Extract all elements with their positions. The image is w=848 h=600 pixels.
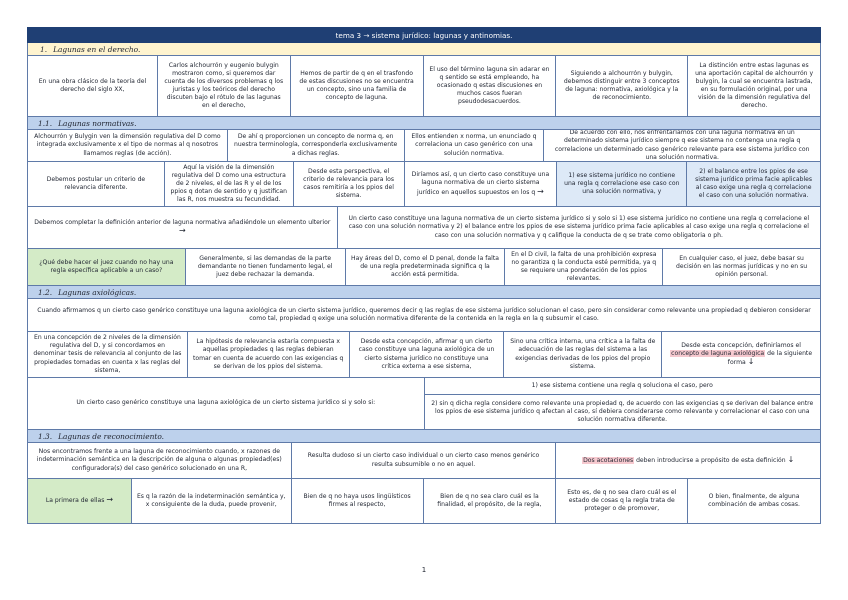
- table-cell: Un cierto caso genérico constituye una laguna axiológica de un cierto sistema jurídico si y solo si:: [28, 378, 425, 430]
- normativas-row-2: [27, 162, 821, 207]
- table-cell-text: [410, 171, 552, 196]
- axiologicas-row-1: [27, 299, 821, 332]
- table-cell-text: [582, 456, 794, 465]
- table-cell: O bien, finalmente, de alguna combinación de ambas cosas.: [688, 479, 821, 524]
- table-cell-text: [33, 219, 332, 236]
- table-cell: Desde esta concepción, afirmar q un cierto caso constituye una laguna axiológica de un cierto sistema jurídico no constituye una crítica externa a ese sistema,: [350, 332, 505, 378]
- table-cell-text: [46, 496, 113, 505]
- table-cell: Esto es, de q no sea claro cuál es el estado de cosas q la regla trata de proteger o de promover,: [556, 479, 688, 524]
- reconocimiento-row-1: [27, 443, 821, 479]
- section-title: Lagunas de reconocimiento.: [58, 431, 165, 441]
- section-heading-1-3: [27, 430, 821, 443]
- section-number: 1.3.: [38, 431, 53, 441]
- normativas-row-3: [27, 207, 821, 249]
- table-cell: Ellos entienden x norma, un enunciado q correlaciona un caso genérico con una solución normativa.: [405, 130, 545, 162]
- normativas-row-4: [27, 249, 821, 286]
- intro-cell: El uso del término laguna sin adarar en q sentido se está empleando, ha ocasionado q estas discusiones en muchos casos fueran pseudodesacuerdos.: [424, 56, 557, 117]
- table-cell-stack: [425, 378, 822, 430]
- section-heading-1-2: [27, 286, 821, 299]
- table-cell: Desde esta perspectiva, el criterio de relevancia para los casos remitiría a los ppios del sistema.: [294, 162, 405, 207]
- intro-cell: En una obra clásico de la teoría del derecho del siglo XX,: [28, 56, 158, 117]
- highlighted-term: Dos acotaciones: [583, 456, 634, 464]
- intro-cell: La distinción entre estas lagunas es una aportación capital de alchourrón y bulygin, la cual se encuentra lastrada, en su formulación original, por una visión de la dimensión regulativa del derecho.: [688, 56, 821, 117]
- arrow-right-icon: →: [178, 226, 186, 235]
- section-title: Lagunas axiológicas.: [58, 287, 137, 297]
- page-title: tema 3 → sistema jurídico: lagunas y antinomias.: [27, 27, 821, 43]
- table-cell: Sino una crítica interna, una crítica a la falta de adecuación de las reglas del sistema a las exigencias derivadas de los ppios del propio sistema.: [504, 332, 662, 378]
- section-number: 1.2.: [38, 287, 53, 297]
- table-cell-highlighted: 1) ese sistema jurídico no contiene una regla q correlacione ese caso con una solución normativa, y: [557, 162, 687, 207]
- cell-text: de la siguiente forma: [727, 349, 813, 367]
- table-cell: Un cierto caso constituye una laguna normativa de un cierto sistema jurídico si y solo si 1) ese sistema jurídico no contiene una regla q correlacione el caso con una solución normativa y 2) el balance entre los ppios de ese sistema jurídico prima facie aplicables al caso exige una regla q correlacione el caso con una solución normativa y q califique la conducta de q se trate como obligatoria o ph.: [338, 207, 821, 249]
- table-cell: Alchourrón y Bulygin ven la dimensión regulativa del D como integrada exclusivamente x el tipo de normas al q nosotros llamamos reglas (de acción).: [28, 130, 228, 162]
- axiologicas-row-3: [27, 378, 821, 430]
- table-cell: Debemos postular un criterio de relevancia diferente.: [28, 162, 165, 207]
- table-cell: De acuerdo con ello, nos enfrentaríamos con una laguna normativa en un determinado sistema jurídico siempre q ese sistema no contenga una regla q correlacione un determinado caso genérico relevante para ese sistema jurídico con una solución normativa.: [544, 130, 821, 162]
- section-number: 1.1.: [38, 118, 53, 128]
- table-cell: En una concepción de 2 niveles de la dimensión regulativa del D, y si concordamos en denominar tesis de relevancia al conjunto de las propiedades tomadas en cuenta x las reglas del sistema,: [28, 332, 188, 378]
- highlighted-term: concepto de laguna axiológica: [671, 349, 765, 357]
- cell-text: Desde esta concepción, definiríamos el: [681, 341, 801, 349]
- table-cell: De ahí q proporcionen un concepto de norma q, en nuestra terminología, corresponderla exclusivamente a dichas reglas.: [228, 130, 405, 162]
- table-cell: Aquí la visión de la dimensión regulativa del D como una estructura de 2 niveles, el de las R y el de los ppios q dotan de sentido y q justifican las R, nos muestra su fecundidad.: [165, 162, 294, 207]
- table-cell: 1) ese sistema contiene una regla q soluciona el caso, pero: [425, 378, 822, 395]
- table-cell: Cuando afirmamos q un cierto caso genérico constituye una laguna axiológica de un cierto sistema jurídico, queremos decir q las reglas de ese sistema jurídico solucionan el caso, pero sin considerar como relevante una propiedad q debieron considerar como tal, propiedad q exige una solución normativa diferente de la contenida en la regla en la q subsumir el caso.: [28, 299, 821, 332]
- table-cell: [405, 162, 558, 207]
- question-cell: ¿Qué debe hacer el juez cuando no hay una regla específica aplicable a un caso?: [28, 249, 186, 286]
- table-cell-highlighted: [28, 479, 132, 524]
- section-heading-1: [27, 43, 821, 56]
- table-cell: [556, 443, 821, 479]
- table-cell: Generalmente, si las demandas de la parte demandante no tienen fundamento legal, el juez debe rechazar la demanda.: [186, 249, 346, 286]
- normativas-row-1: [27, 130, 821, 162]
- table-cell: Bien de q no haya usos lingüísticos firmes al respecto,: [292, 479, 424, 524]
- table-cell: Es q la razón de la indeterminación semántica y, x consiguiente de la duda, puede provenir,: [132, 479, 292, 524]
- section-number: 1.: [40, 44, 48, 54]
- table-cell: [662, 332, 821, 378]
- cell-text: La primera de ellas: [45, 497, 105, 505]
- arrow-down-icon: ↓: [787, 454, 795, 464]
- table-cell: Bien de q no sea claro cuál es la finalidad, el propósito, de la regla,: [424, 479, 557, 524]
- table-cell: Nos encontramos frente a una laguna de reconocimiento cuando, x razones de indeterminación semántica en la descripción de alguna o algunas propiedad(es) configuradora(s) del caso genérico solucionado en una R,: [28, 443, 292, 479]
- table-cell: 2) sin q dicha regla considere como relevante una propiedad q, de acuerdo con las exigencias q se derivan del balance entre los ppios de ese sistema jurídico q afectan al caso, sí debiera considerarse como relevante y correlacionar el caso con una solución normativa diferente.: [425, 395, 822, 430]
- arrow-down-icon: ↓: [747, 357, 755, 367]
- table-cell: La hipótesis de relevancia estaría compuesta x aquellas propiedades q las reglas debieran tomar en cuenta de acuerdo con las exigencias q se derivan de los ppios del sistema.: [188, 332, 350, 378]
- cell-text: deben introducirse a propósito de esta definición: [636, 456, 786, 464]
- intro-cell: Siguiendo a alchourrón y bulygin, debemos distinguir entre 3 conceptos de laguna: normativa, axiológica y la de reconocimiento.: [556, 56, 688, 117]
- reconocimiento-row-2: [27, 479, 821, 524]
- arrow-right-icon: →: [106, 495, 114, 505]
- cell-text: Diríamos así, q un cierto caso constituye una laguna normativa de un cierto sistema jurídico en aquellos supuestos en los q: [411, 171, 550, 196]
- intro-cell: Carlos alchourrón y eugenio bulygin mostraron como, si queremos dar cuenta de los diversos problemas q los juristas y los teóricos del derecho discuten bajo el rótulo de las lagunas en el derecho,: [158, 56, 291, 117]
- table-cell-text: [667, 342, 815, 367]
- section-heading-1-1: [27, 117, 821, 130]
- table-cell-highlighted: 2) el balance entre los ppios de ese sistema jurídico prima facie aplicables al caso exige una regla q correlacione el caso con una solución normativa.: [687, 162, 821, 207]
- page-number: 1: [421, 566, 427, 574]
- table-cell: En el D civil, la falta de una prohibición expresa no garantiza q la conducta esté permitida, ya q se requiere una ponderación de los ppios relevantes.: [505, 249, 663, 286]
- axiologicas-row-2: [27, 332, 821, 378]
- section-title: Lagunas en el derecho.: [53, 44, 141, 54]
- table-cell: En cualquier caso, el juez, debe basar su decisión en las normas jurídicas y no en su opinión personal.: [663, 249, 821, 286]
- arrow-right-icon: →: [537, 186, 544, 196]
- intro-cell: Hemos de partir de q en el trasfondo de estas discusiones no se encuentra un concepto, sino una familia de concepto de laguna.: [291, 56, 424, 117]
- section-title: Lagunas normativas.: [58, 118, 137, 128]
- table-cell: [28, 207, 338, 249]
- intro-row: [27, 56, 821, 117]
- cell-text: Debemos completar la definición anterior de laguna normativa añadiéndole un elemento ulterior: [34, 218, 331, 226]
- summary-table: [27, 27, 821, 524]
- table-cell: Hay áreas del D, como el D penal, donde la falta de una regla predeterminada significa q la acción está permitida.: [346, 249, 506, 286]
- table-cell: Resulta dudoso si un cierto caso individual o un cierto caso menos genérico resulta subsumible o no en aquel.: [292, 443, 557, 479]
